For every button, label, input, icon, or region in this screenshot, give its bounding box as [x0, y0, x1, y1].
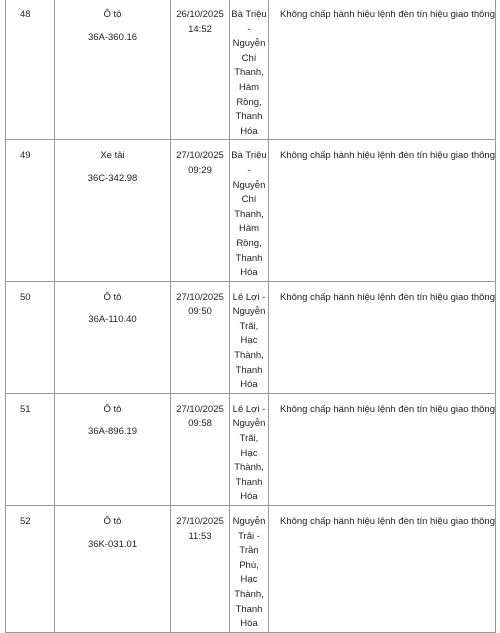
location-line: Trãi, Hạc — [239, 320, 259, 347]
row-number-cell — [6, 140, 55, 281]
license-plate: 36K-031.01 — [87, 538, 138, 550]
location-line: Chí — [241, 194, 257, 206]
violation-cell — [269, 506, 496, 633]
violation-time: 11:53 — [188, 530, 212, 542]
violation-description: Không chấp hành hiệu lệnh đèn tín hiệu giao thông — [280, 403, 495, 415]
table-row — [6, 140, 496, 281]
location-line: - Nguyễn — [232, 23, 266, 50]
license-plate: 36A-896.19 — [87, 426, 138, 438]
violation-date: 26/10/2025 — [176, 9, 224, 20]
location-line: - Nguyễn — [232, 164, 266, 191]
location-line: Hóa — [240, 267, 258, 279]
location-line: Thanh — [235, 364, 263, 376]
vehicle-type: Ô tô — [103, 403, 122, 415]
location-line: Thành, — [234, 350, 264, 362]
row-number-cell — [6, 0, 55, 140]
datetime-cell — [171, 506, 230, 633]
violation-time: 09:50 — [188, 306, 212, 318]
location-line: Phú, Hạc — [239, 559, 259, 586]
vehicle-cell — [55, 140, 171, 281]
location-line: Trãi - — [238, 530, 260, 542]
vehicle-cell — [55, 0, 171, 140]
violation-time: 09:29 — [188, 164, 212, 176]
location-line: Thành, — [234, 462, 264, 474]
vehicle-type: Ô tô — [103, 291, 122, 303]
violation-time: 09:58 — [188, 418, 212, 430]
datetime-cell — [171, 140, 230, 281]
location-line: Thanh — [235, 111, 263, 123]
location-line: Trần — [239, 545, 259, 557]
location-line: Thanh, — [234, 67, 264, 79]
datetime-cell — [171, 281, 230, 393]
location-line: Rồng, — [236, 96, 262, 108]
location-line: Hàm — [238, 81, 260, 93]
table-row — [6, 281, 496, 393]
violation-description: Không chấp hành hiệu lệnh đèn tín hiệu giao thông — [280, 516, 495, 527]
location-line: Nguyễn — [232, 418, 266, 430]
row-number-cell — [6, 393, 55, 505]
location-line: Hóa — [240, 125, 258, 137]
location-line: Lê Lợi - — [232, 291, 266, 303]
row-number: 49 — [20, 150, 31, 162]
location-cell — [230, 506, 269, 633]
violation-description: Không chấp hành hiệu lệnh đèn tín hiệu giao thông — [280, 150, 495, 162]
location-line: Hóa — [240, 618, 258, 630]
vehicle-cell — [55, 393, 171, 505]
table-row — [6, 506, 496, 633]
location-line: Thanh — [235, 252, 263, 264]
location-line: Thành, — [234, 588, 264, 600]
license-plate: 36A-360.16 — [87, 31, 138, 43]
vehicle-cell — [55, 506, 171, 633]
location-line: Lê Lợi - — [232, 403, 266, 415]
violation-time: 14:52 — [188, 23, 212, 35]
location-line: Trãi, Hạc — [239, 433, 259, 459]
license-plate: 36A-110.40 — [88, 314, 137, 326]
vehicle-type: Ô tô — [103, 9, 122, 20]
vehicle-type: Xe tải — [100, 150, 125, 162]
violations-table-body — [6, 0, 496, 632]
violation-description: Không chấp hành hiệu lệnh đèn tín hiệu giao thông — [280, 291, 495, 303]
row-number: 52 — [20, 516, 31, 527]
datetime-cell — [171, 0, 230, 140]
row-number-cell — [6, 281, 55, 393]
violations-table — [5, 0, 496, 633]
violation-cell — [269, 0, 496, 140]
table-row — [6, 0, 496, 140]
location-cell — [230, 140, 269, 281]
row-number: 50 — [20, 291, 31, 303]
location-line: Nguyễn — [232, 516, 266, 527]
location-line: Bà Triệu — [231, 150, 267, 162]
violation-cell — [269, 281, 496, 393]
location-cell — [230, 281, 269, 393]
location-line: Hàm — [238, 223, 260, 235]
violation-date: 27/10/2025 — [176, 403, 224, 415]
location-line: Thanh — [235, 603, 263, 615]
violation-cell — [269, 393, 496, 505]
location-line: Bà Triệu — [231, 9, 267, 20]
violation-date: 27/10/2025 — [176, 150, 224, 162]
row-number: 51 — [20, 403, 31, 415]
location-cell — [230, 0, 269, 140]
violation-date: 27/10/2025 — [176, 291, 224, 303]
vehicle-cell — [55, 281, 171, 393]
location-line: Thanh — [235, 476, 263, 488]
violation-date: 27/10/2025 — [176, 516, 224, 527]
location-cell — [230, 393, 269, 505]
location-line: Hóa — [240, 379, 258, 391]
row-number-cell — [6, 506, 55, 633]
license-plate: 36C-342.98 — [87, 172, 138, 184]
violation-cell — [269, 140, 496, 281]
datetime-cell — [171, 393, 230, 505]
location-line: Hóa — [240, 491, 258, 503]
location-line: Thanh, — [234, 208, 264, 220]
row-number: 48 — [20, 9, 31, 20]
table-row — [6, 393, 496, 505]
location-line: Chí — [241, 52, 257, 64]
vehicle-type: Ô tô — [103, 516, 122, 527]
location-line: Nguyễn — [232, 306, 266, 318]
violation-description: Không chấp hành hiệu lệnh đèn tín hiệu giao thông — [280, 9, 495, 20]
location-line: Rồng, — [236, 237, 262, 249]
